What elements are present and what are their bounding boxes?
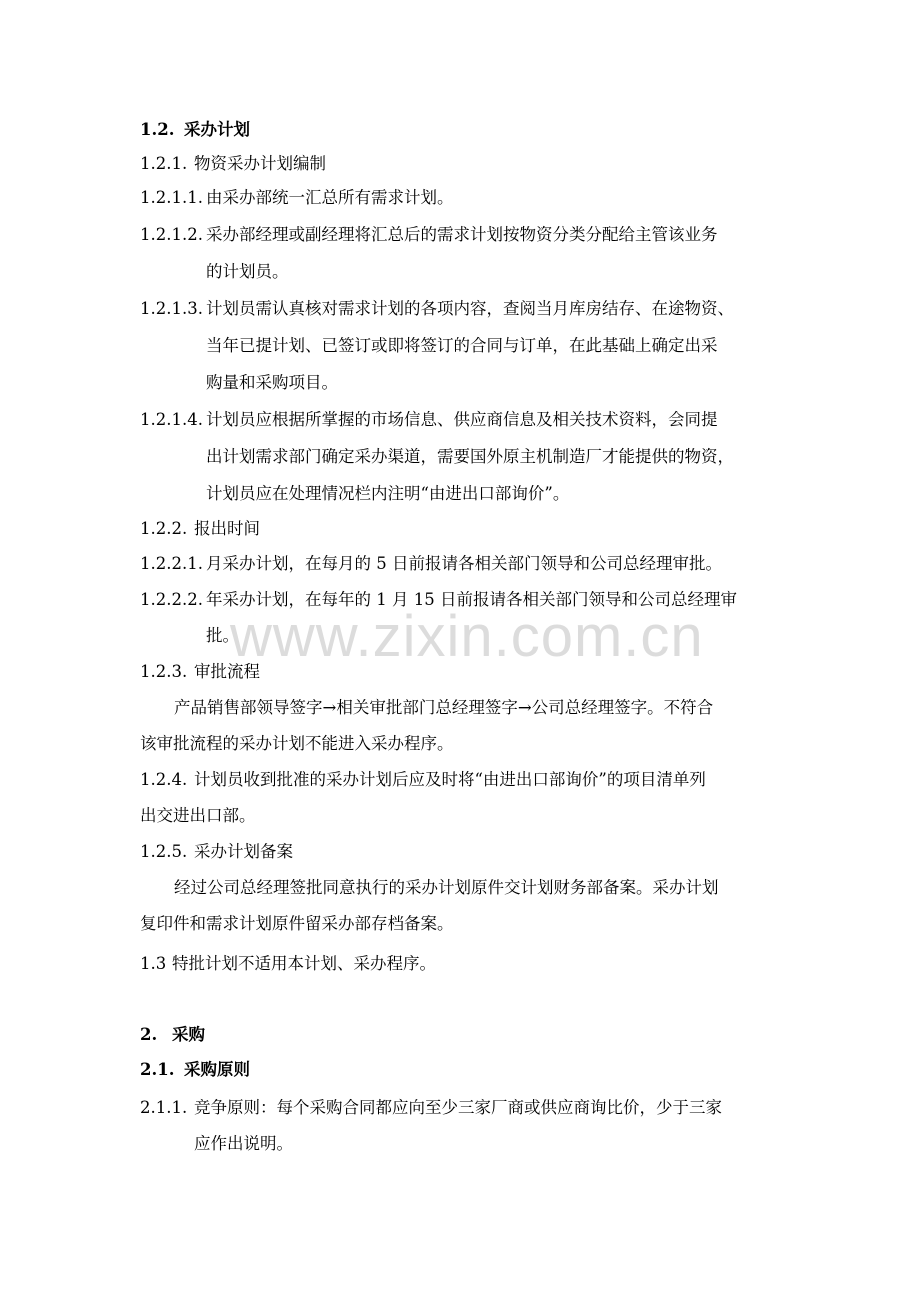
paragraph-text: 出交进出口部。 [140, 806, 256, 825]
paragraph-text: 产品销售部领导签字→相关审批部门总经理签字→公司总经理签字。不符合 [174, 698, 714, 717]
section-title: 采购 [172, 1025, 205, 1044]
item-number: 1.2.2.1. [140, 554, 203, 573]
paragraph-text: 复印件和需求计划原件留采办部存档备案。 [140, 914, 454, 933]
item-text: 出计划需求部门确定采办渠道，需要国外原主机制造厂才能提供的物资， [206, 447, 734, 466]
item-text: 批。 [206, 626, 239, 645]
item-number: 1.2.2.2. [140, 590, 203, 609]
item-text: 由采办部统一汇总所有需求计划。 [206, 188, 454, 207]
section-number: 1.2.2. [140, 519, 188, 538]
paragraph-text: 该审批流程的采办计划不能进入采办程序。 [140, 734, 454, 753]
item-text: 计划员应根据所掌握的市场信息、供应商信息及相关技术资料，会同提 [206, 410, 718, 429]
item-text: 当年已提计划、已签订或即将签订的合同与订单，在此基础上确定出采 [206, 336, 718, 355]
item-number: 2.1.1. [140, 1098, 188, 1117]
section-title: 采办计划 [184, 120, 250, 139]
section-number: 2.1. [140, 1060, 175, 1079]
item-text: 计划员应在处理情况栏内注明“由进出口部询价”。 [206, 484, 570, 503]
item-text: 购量和采购项目。 [206, 373, 338, 392]
section-title: 采购原则 [184, 1060, 250, 1079]
section-title: 采办计划备案 [194, 842, 293, 861]
section-title: 审批流程 [194, 662, 260, 681]
item-text: 竞争原则：每个采购合同都应向至少三家厂商或供应商询比价，少于三家 [194, 1098, 722, 1117]
item-text: 应作出说明。 [194, 1134, 293, 1153]
item-text: 月采办计划，在每月的 5 日前报请各相关部门领导和公司总经理审批。 [206, 554, 722, 573]
item-number: 1.2.1.2. [140, 225, 203, 244]
watermark-text: www.zixin.com.cn [230, 604, 704, 669]
paragraph-text: 经过公司总经理签批同意执行的采办计划原件交计划财务部备案。采办计划 [174, 878, 719, 897]
item-number: 1.2.1.4. [140, 410, 203, 429]
section-title: 计划员收到批准的采办计划后应及时将“由进出口部询价”的项目清单列 [194, 770, 706, 789]
section-title: 报出时间 [194, 519, 260, 538]
item-text: 采办部经理或副经理将汇总后的需求计划按物资分类分配给主管该业务 [206, 225, 718, 244]
item-text: 计划员需认真核对需求计划的各项内容，查阅当月库房结存、在途物资、 [206, 299, 734, 318]
item-text: 的计划员。 [206, 262, 289, 281]
section-number: 1.2.3. [140, 662, 188, 681]
item-text: 年采办计划，在每年的 1 月 15 日前报请各相关部门领导和公司总经理审 [206, 590, 737, 609]
section-title: 物资采办计划编制 [194, 154, 326, 173]
section-number: 1.2.1. [140, 154, 188, 173]
section-number: 1.3 [140, 954, 167, 973]
section-title: 特批计划不适用本计划、采办程序。 [172, 954, 436, 973]
section-number: 1.2. [140, 120, 175, 139]
section-number: 2. [140, 1025, 158, 1044]
item-number: 1.2.1.1. [140, 188, 203, 207]
item-number: 1.2.1.3. [140, 299, 203, 318]
section-number: 1.2.5. [140, 842, 188, 861]
section-number: 1.2.4. [140, 770, 188, 789]
